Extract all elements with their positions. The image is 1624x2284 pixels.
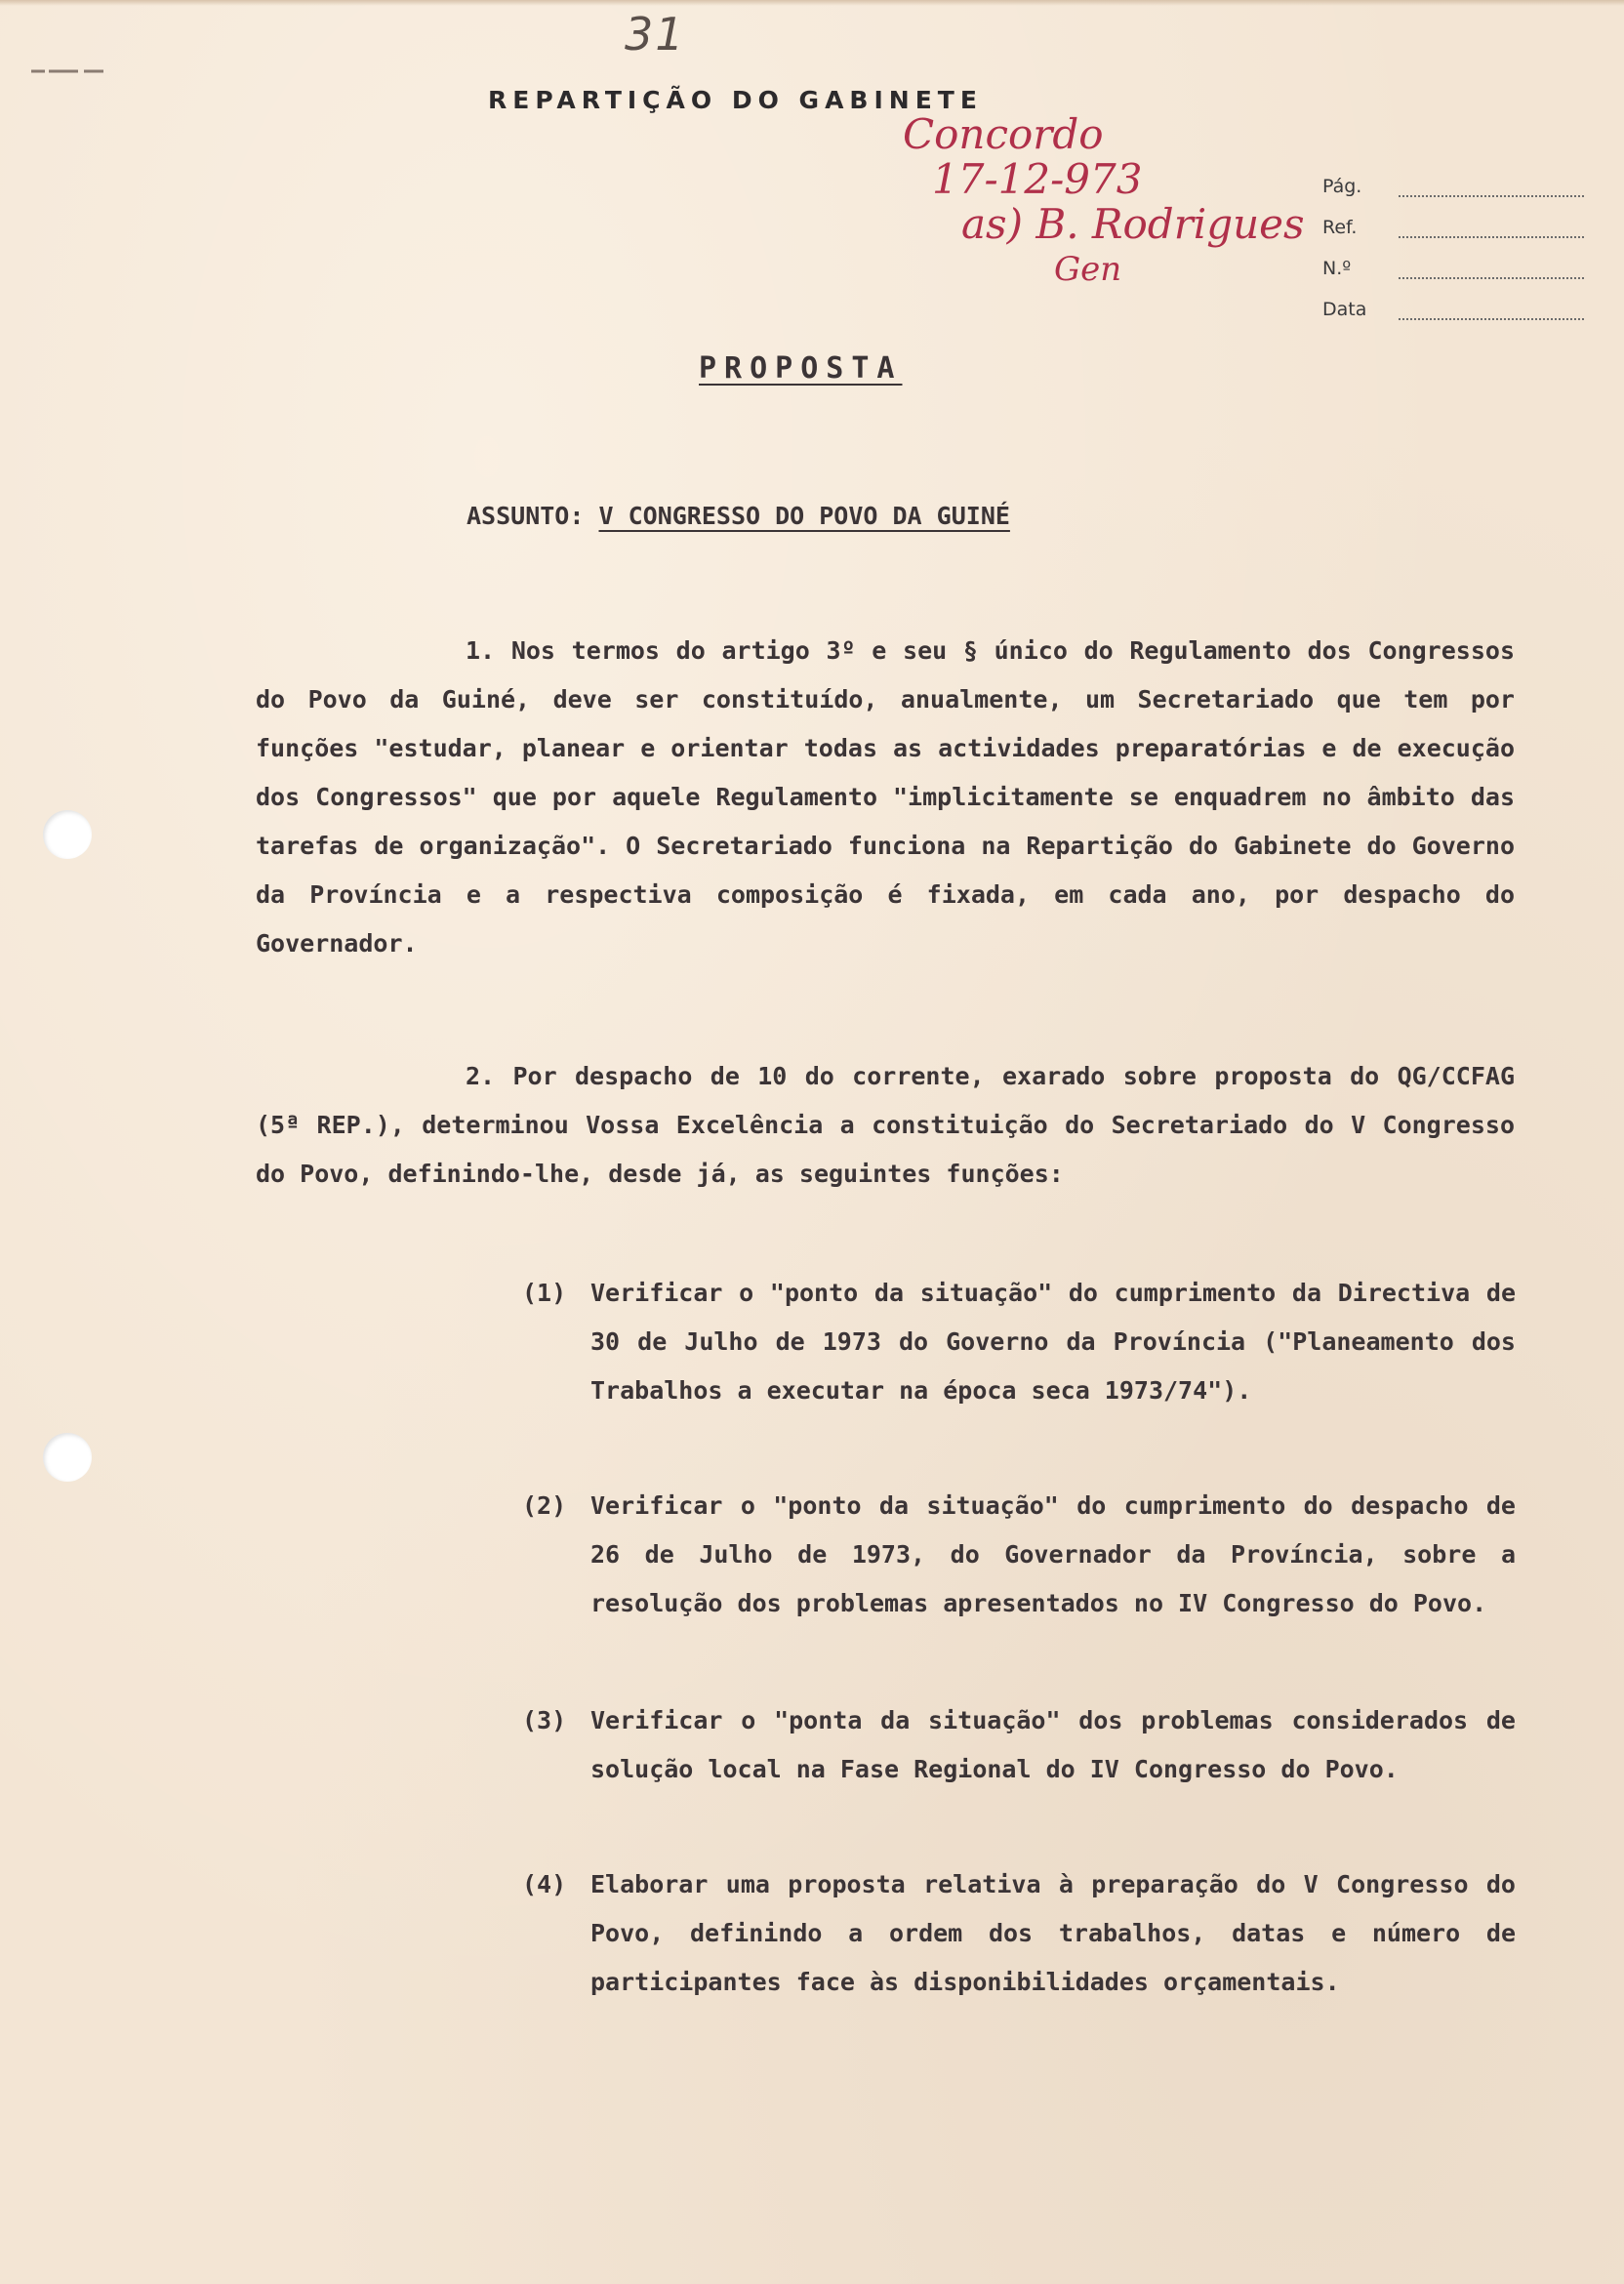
list-item-number: (3) (522, 1706, 567, 1734)
paragraph-text: Nos termos do artigo 3º e seu § único do Regulamento dos Congressos do Povo da Guiné, deve ser constituído, anualmente, um Secretariado que tem por funções "estudar, planear e orientar todas as actividades preparatórias e de execução dos Congressos" que por aquele Regulamento "implicitamente se enquadrem no âmbito das tarefas de organização". O Secretariado funciona na Repartição do Gabinete do Governo da Província e a respectiva composição é fixada, em cada ano, por despacho do Governador. (256, 636, 1515, 958)
paragraph-number: 2. (466, 1062, 496, 1090)
meta-blank-line (1399, 219, 1584, 238)
handwritten-approval-note (903, 112, 1313, 292)
meta-row-page (1322, 156, 1584, 197)
list-item (522, 1482, 1516, 1628)
paragraph-text: Por despacho de 10 do corrente, exarado sobre proposta do QG/CCFAG (5ª REP.), determinou Vossa Excelência a constituição do Secretariado do V Congresso do Povo, definindo-lhe, desde já, as seguintes funções: (256, 1062, 1515, 1188)
handnote-line-2: 17-12-973 (932, 155, 1143, 203)
subject-line (467, 502, 1010, 530)
list-item (522, 1860, 1516, 2007)
list-item-text: Elaborar uma proposta relativa à preparação do V Congresso do Povo, definindo a ordem dos trabalhos, datas e número de participantes face às disponibilidades orçamentais. (590, 1870, 1516, 1996)
meta-blank-line (1399, 301, 1584, 320)
meta-label: Pág. (1322, 176, 1362, 197)
meta-row-date (1322, 279, 1584, 320)
meta-label: Data (1322, 299, 1367, 320)
list-item-text: Verificar o "ponta da situação" dos problemas considerados de solução local na Fase Regional do IV Congresso do Povo. (590, 1706, 1516, 1783)
list-item-text: Verificar o "ponto da situação" do cumprimento da Directiva de 30 de Julho de 1973 do Governo da Província ("Planeamento dos Trabalhos a executar na época seca 1973/74"). (590, 1279, 1516, 1405)
meta-label: N.º (1322, 258, 1352, 279)
reference-fields (1322, 156, 1584, 320)
paragraph-1 (256, 627, 1515, 968)
list-item-number: (1) (522, 1279, 567, 1307)
paragraph-2 (256, 1052, 1515, 1199)
list-item (522, 1269, 1516, 1415)
letterhead: REPARTIÇÃO DO GABINETE (488, 86, 983, 114)
handnote-line-1: Concordo (903, 110, 1104, 158)
meta-blank-line (1399, 178, 1584, 197)
paragraph-number: 1. (466, 636, 496, 665)
punch-hole-upper (43, 810, 92, 859)
meta-label: Ref. (1322, 217, 1358, 238)
paper-edge (0, 0, 1624, 6)
list-item-number: (2) (522, 1491, 567, 1520)
subject-value: V CONGRESSO DO POVO DA GUINÉ (598, 502, 1010, 530)
handwritten-page-number: 31 (625, 8, 686, 61)
handnote-line-4: Gen (1054, 250, 1122, 289)
corner-pencil-mark (29, 68, 119, 74)
document-title: PROPOSTA (699, 351, 903, 386)
list-item (522, 1696, 1516, 1794)
meta-blank-line (1399, 260, 1584, 279)
meta-row-number (1322, 238, 1584, 279)
punch-hole-lower (43, 1433, 92, 1482)
meta-row-ref (1322, 197, 1584, 238)
list-item-number: (4) (522, 1870, 567, 1898)
handnote-line-3: as) B. Rodrigues (961, 200, 1305, 248)
list-item-text: Verificar o "ponto da situação" do cumprimento do despacho de 26 de Julho de 1973, do Governador da Província, sobre a resolução dos problemas apresentados no IV Congresso do Povo. (590, 1491, 1516, 1617)
subject-label: ASSUNTO: (467, 502, 585, 530)
